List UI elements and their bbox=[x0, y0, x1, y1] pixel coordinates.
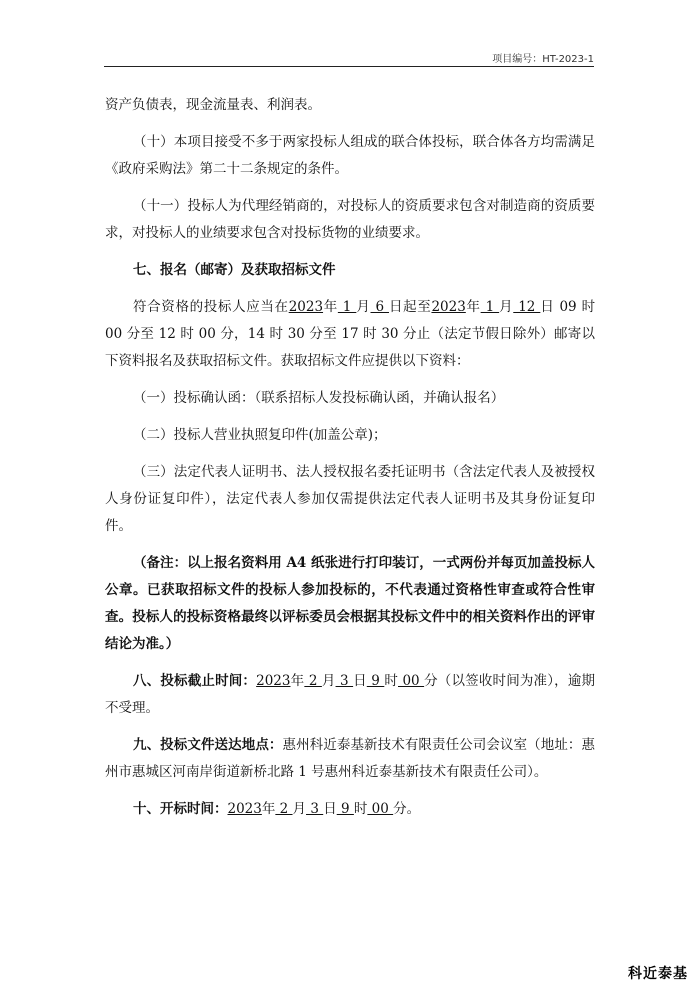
deadline-text: 日 bbox=[353, 673, 367, 689]
reg-text-4: 日起至 bbox=[388, 299, 432, 315]
document-body bbox=[105, 92, 595, 833]
location-text: 惠州科近泰基新技术有限责任公司会议室（地址：惠州市惠城区河南岸街道新桥北路 1 号惠州科近泰基新技术有限责任公司）。 bbox=[105, 737, 595, 780]
section-9-label: 九、投标文件送达地点： bbox=[133, 737, 283, 753]
reg-text-2: 年 bbox=[323, 299, 338, 315]
reg-text-5: 年 bbox=[465, 299, 481, 315]
reg-end-year: 2023 bbox=[431, 299, 466, 315]
corner-watermark: 科近泰基 bbox=[628, 966, 688, 982]
opening-text: 日 bbox=[323, 801, 337, 817]
deadline-minute: 00 bbox=[398, 673, 425, 689]
deadline-text: 时 bbox=[384, 673, 398, 689]
reg-start-month: 1 bbox=[337, 299, 357, 315]
reg-end-month: 1 bbox=[480, 299, 500, 315]
required-item-3: （三）法定代表人证明书、法人授权报名委托证明书（含法定代表人及被授权人身份证复印件），法定代表人参加仅需提供法定代表人证明书及其身份证复印件。 bbox=[105, 464, 595, 534]
opening-year: 2023 bbox=[227, 801, 262, 817]
deadline-hour: 9 bbox=[366, 673, 385, 689]
section-8-deadline bbox=[105, 668, 595, 722]
opening-text: 分。 bbox=[393, 801, 421, 817]
reg-end-day: 12 bbox=[513, 299, 541, 315]
opening-day: 3 bbox=[306, 801, 324, 817]
section-7-heading: 七、报名（邮寄）及获取招标文件 bbox=[133, 262, 336, 278]
paragraph-item-10: （十）本项目接受不多于两家投标人组成的联合体投标，联合体各方均需满足《政府采购法》第二十二条规定的条件。 bbox=[105, 134, 595, 177]
paragraph-item-11: （十一）投标人为代理经销商的，对投标人的资质要求包含对制造商的资质要求，对投标人的业绩要求包含对投标货物的业绩要求。 bbox=[105, 198, 595, 241]
opening-text: 月 bbox=[292, 801, 307, 817]
reg-text-1: 符合资格的投标人应当在 bbox=[133, 299, 289, 315]
opening-text: 年 bbox=[261, 801, 276, 817]
header-rule bbox=[104, 66, 594, 67]
section-10-label: 十、开标时间： bbox=[133, 801, 228, 817]
opening-hour: 9 bbox=[336, 801, 354, 817]
registration-paragraph bbox=[105, 294, 595, 375]
section-10-opening bbox=[105, 796, 595, 823]
deadline-year: 2023 bbox=[256, 673, 291, 689]
required-item-2: （二）投标人营业执照复印件(加盖公章)； bbox=[133, 427, 387, 443]
reg-text-3: 月 bbox=[356, 299, 371, 315]
paragraph-continued: 资产负债表，现金流量表、利润表。 bbox=[105, 97, 321, 113]
reg-text-6: 月 bbox=[499, 299, 514, 315]
section-9-location bbox=[105, 732, 595, 786]
remark-note: （备注：以上报名资料用 A4 纸张进行打印装订，一式两份并每页加盖投标人公章。已获取招标文件的投标人参加投标的，不代表通过资格性审查或符合性审查。投标人的投标资格最终以评标委员会根据其投标文件中的相关资料作出的评审结论为准。） bbox=[105, 555, 595, 652]
opening-month: 2 bbox=[275, 801, 293, 817]
section-8-label: 八、投标截止时间： bbox=[133, 673, 257, 689]
reg-start-year: 2023 bbox=[288, 299, 324, 315]
reg-text-7: 日 09 时 00 分至 12 时 00 分，14 时 30 分至 17 时 30 分止（法定节假日除外）邮寄以下资料报名及获取招标文件。获取招标文件应提供以下资料： bbox=[105, 299, 596, 369]
deadline-month: 2 bbox=[304, 673, 322, 689]
project-number-header: 项目编号：HT-2023-1 bbox=[492, 54, 594, 65]
opening-text: 时 bbox=[353, 801, 368, 817]
required-item-1: （一）投标确认函：（联系招标人发投标确认函，并确认报名） bbox=[133, 390, 505, 406]
deadline-text: 分（以签收时间为准），逾期不受理。 bbox=[105, 673, 596, 716]
deadline-text: 月 bbox=[321, 673, 336, 689]
reg-start-day: 6 bbox=[370, 299, 389, 315]
deadline-day: 3 bbox=[335, 673, 354, 689]
opening-minute: 00 bbox=[367, 801, 394, 817]
deadline-text: 年 bbox=[290, 673, 305, 689]
